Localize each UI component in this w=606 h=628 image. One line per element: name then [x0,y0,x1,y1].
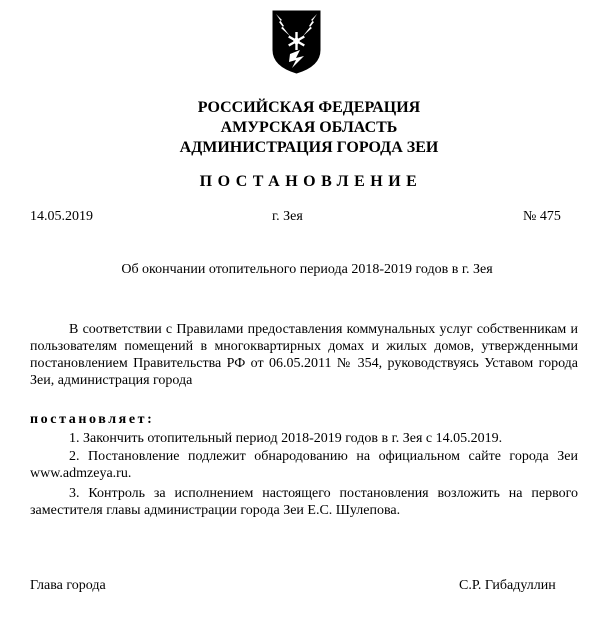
signatory-name: С.Р. Гибадуллин [459,578,556,593]
document-type-title: ПОСТАНОВЛЕНИЕ [199,173,423,190]
header-administration: АДМИНИСТРАЦИЯ ГОРОДА ЗЕИ [179,139,439,156]
header-region: АМУРСКАЯ ОБЛАСТЬ [220,119,398,136]
resolution-item-1: 1. Закончить отопительный период 2018-2019 годов в г. Зея с 14.05.2019. [69,431,503,446]
resolution-item-2: 2. Постановление подлежит обнародованию на официальном сайте города Зеи www.admzeya.ru. [30,449,578,481]
document-number: № 475 [523,209,561,224]
resolution-item-3: 3. Контроль за исполнением настоящего постановления возложить на первого заместителя главы администрации города Зеи Е.С. Шулепова. [30,486,578,518]
zeya-coat-of-arms-icon [272,10,321,74]
signatory-position: Глава города [30,578,106,593]
header-country: РОССИЙСКАЯ ФЕДЕРАЦИЯ [197,99,421,116]
document-date: 14.05.2019 [30,209,93,224]
document-subject: Об окончании отопительного периода 2018-2019 годов в г. Зея [121,262,493,277]
document-city: г. Зея [272,209,303,224]
preamble-paragraph: В соответствии с Правилами предоставления коммунальных услуг собственникам и пользователям помещений в многоквартирных домах и жилых домов, утвержденными постановлением Правительства РФ от 06.05.2011 № 354, руководствуясь Уставом города Зеи, администрация города [30,322,578,388]
resolves-label: постановляет: [30,412,155,427]
